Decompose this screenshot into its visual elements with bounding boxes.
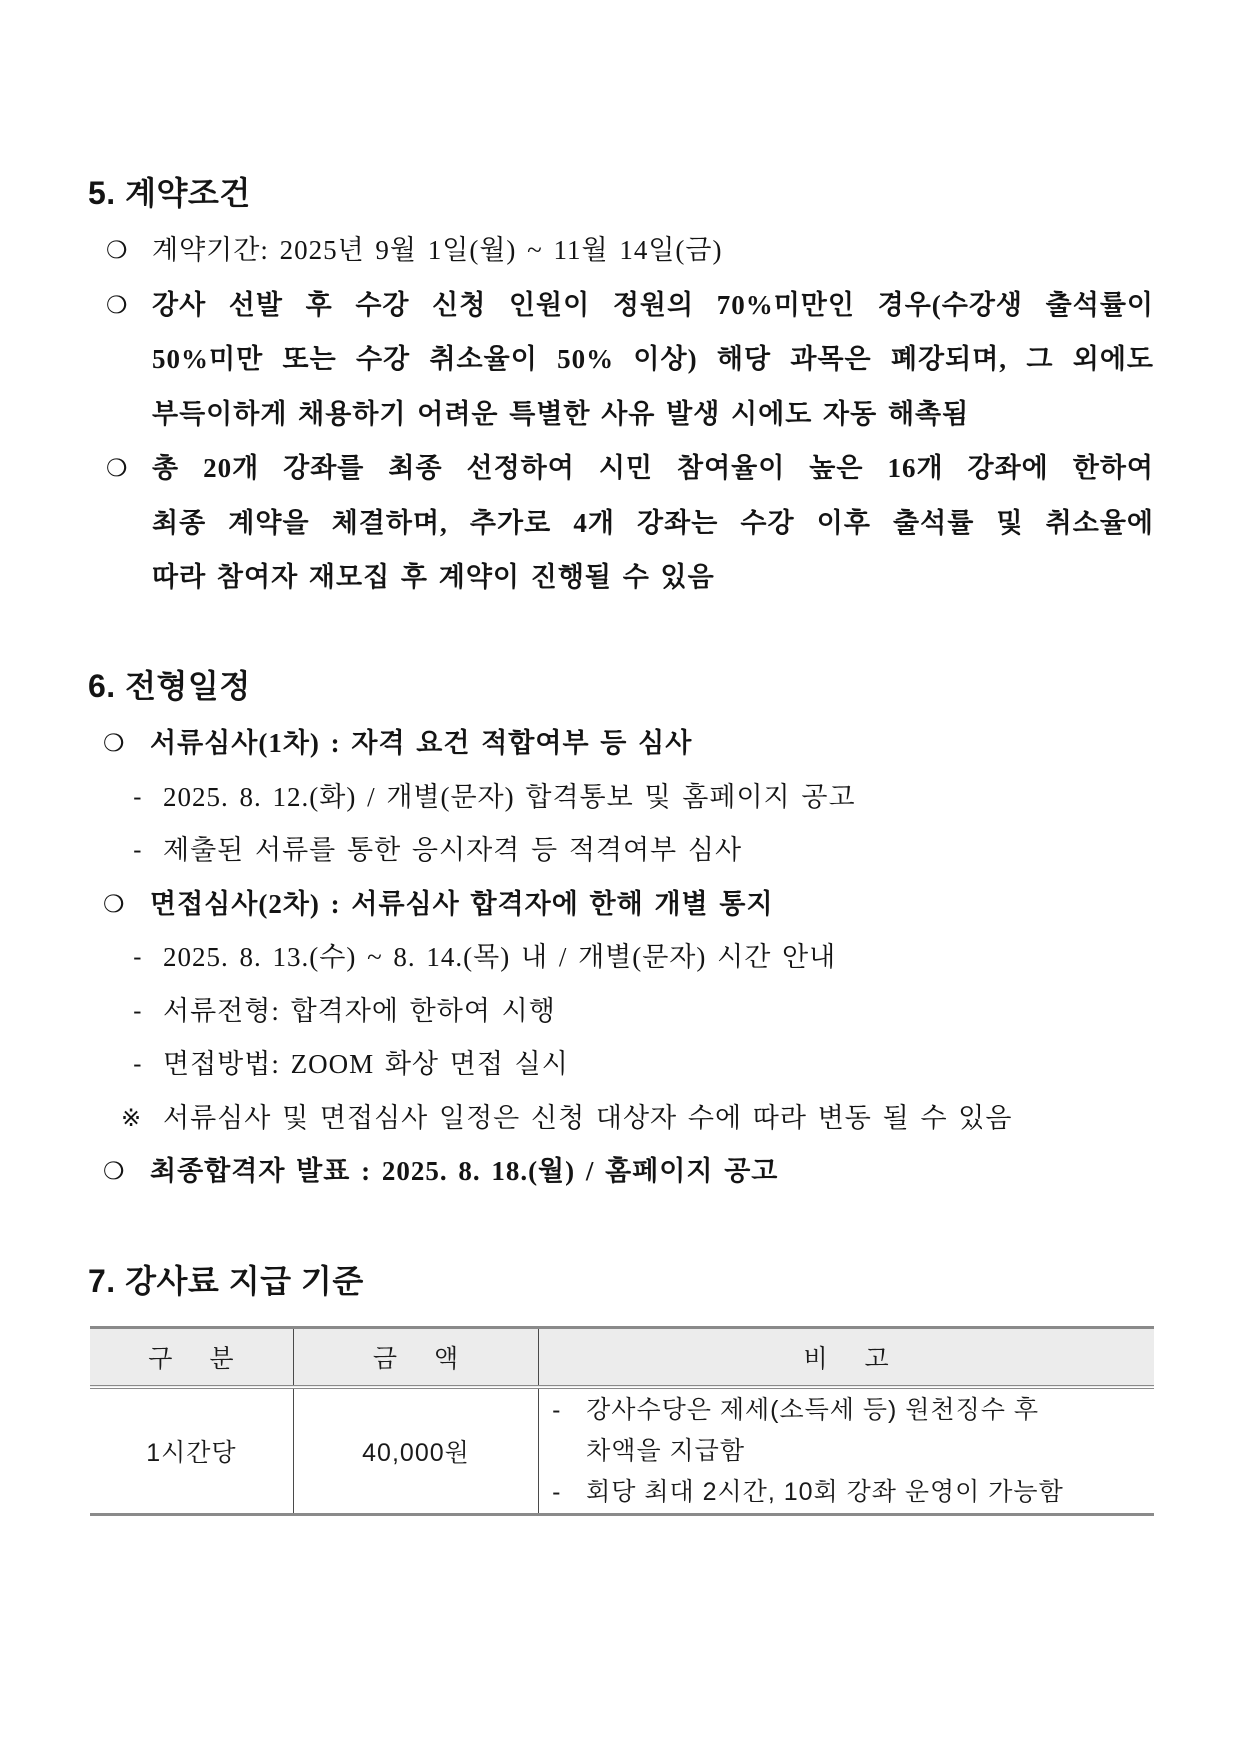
final-announcement-item <box>0 1145 1240 1199</box>
table-header-row <box>90 1328 1154 1388</box>
remark-text: 차액을 지급함 <box>586 1436 745 1465</box>
bullet-circle-icon: ❍ <box>106 290 129 319</box>
final-announcement-text: 최종합격자 발표 : 2025. 8. 18.(월) / 홈페이지 공고 <box>150 1156 779 1186</box>
interview-detail <box>0 931 1240 985</box>
bullet-circle-icon: ❍ <box>103 1157 126 1185</box>
remark-line <box>552 1431 1154 1472</box>
reference-mark-icon: ※ <box>121 1103 143 1132</box>
course-selection-item <box>0 441 1240 496</box>
cell-unit: 1시간당 <box>90 1387 293 1515</box>
dash-marker: - <box>133 996 143 1025</box>
section-6-heading: 6. 전형일정 <box>88 668 251 704</box>
cancellation-condition-continuation <box>0 332 1240 387</box>
interview-detail <box>0 1038 1240 1092</box>
interview-title: 면접심사(2차) : 서류심사 합격자에 한해 개별 통지 <box>150 888 774 919</box>
dash-marker: - <box>133 836 143 864</box>
cancellation-condition-continuation <box>0 387 1240 442</box>
dash-marker: - <box>133 943 143 971</box>
cell-amount: 40,000원 <box>293 1387 538 1515</box>
section-7-heading: 7. 강사료 지급 기준 <box>88 1263 364 1299</box>
course-selection-line-1: 총 20개 강좌를 최종 선정하여 시민 참여율이 높은 16개 강좌에 한하여 <box>152 453 1154 483</box>
document-review-title: 서류심사(1차) : 자격 요건 적합여부 등 심사 <box>150 728 693 758</box>
document-review-method: 제출된 서류를 통한 응시자격 등 적격여부 심사 <box>163 835 743 865</box>
lecture-fee-table <box>90 1326 1154 1516</box>
header-category: 구 분 <box>90 1328 293 1388</box>
remark-text: 강사수당은 제세(소득세 등) 원천징수 후 <box>586 1395 1039 1424</box>
interview-item <box>0 878 1240 932</box>
cancellation-condition-item <box>0 278 1240 333</box>
remark-line <box>552 1390 1154 1431</box>
course-selection-line-3: 따라 참여자 재모집 후 계약이 진행될 수 있음 <box>152 562 715 592</box>
header-remarks: 비 고 <box>539 1328 1154 1388</box>
section-5-heading: 5. 계약조건 <box>88 175 251 211</box>
cancellation-condition-line-2: 50%미만 또는 수강 취소율이 50% 이상) 해당 과목은 폐강되며, 그 외에도 <box>152 344 1154 374</box>
table-row <box>90 1387 1154 1515</box>
bullet-circle-icon: ❍ <box>106 236 129 264</box>
bullet-circle-icon: ❍ <box>103 729 126 757</box>
dash-marker: - <box>133 782 143 811</box>
dash-marker: - <box>552 1395 562 1424</box>
schedule-note-text: 서류심사 및 면접심사 일정은 신청 대상자 수에 따라 변동 될 수 있음 <box>163 1102 1013 1133</box>
document-review-detail <box>0 771 1240 825</box>
course-selection-line-2: 최종 계약을 체결하며, 추가로 4개 강좌는 수강 이후 출석률 및 취소율에 <box>152 507 1154 538</box>
document-review-item <box>0 717 1240 771</box>
bullet-circle-icon: ❍ <box>103 889 126 918</box>
remark-line <box>552 1472 1154 1513</box>
bullet-circle-icon: ❍ <box>106 454 129 482</box>
cell-remarks <box>539 1387 1154 1515</box>
interview-method: 면접방법: ZOOM 화상 면접 실시 <box>163 1049 569 1079</box>
remark-text: 회당 최대 2시간, 10회 강좌 운영이 가능함 <box>586 1477 1064 1506</box>
header-amount: 금 액 <box>293 1328 538 1388</box>
cancellation-condition-line-3: 부득이하게 채용하기 어려운 특별한 사유 발생 시에도 자동 해촉됨 <box>152 398 970 429</box>
contract-period-item <box>0 223 1240 278</box>
dash-marker: - <box>552 1477 562 1506</box>
document-review-date: 2025. 8. 12.(화) / 개별(문자) 합격통보 및 홈페이지 공고 <box>163 781 856 812</box>
dash-marker: - <box>133 1050 143 1078</box>
course-selection-continuation <box>0 550 1240 605</box>
cancellation-condition-line-1: 강사 선발 후 수강 신청 인원이 정원의 70%미만인 경우(수강생 출석률이 <box>152 289 1154 320</box>
interview-detail <box>0 985 1240 1039</box>
contract-period-text: 계약기간: 2025년 9월 1일(월) ~ 11월 14일(금) <box>152 235 723 265</box>
interview-date: 2025. 8. 13.(수) ~ 8. 14.(목) 내 / 개별(문자) 시간 안내 <box>163 942 837 972</box>
course-selection-continuation <box>0 496 1240 551</box>
schedule-note <box>0 1092 1240 1146</box>
document-review-detail <box>0 824 1240 878</box>
interview-eligibility: 서류전형: 합격자에 한하여 시행 <box>163 995 556 1026</box>
